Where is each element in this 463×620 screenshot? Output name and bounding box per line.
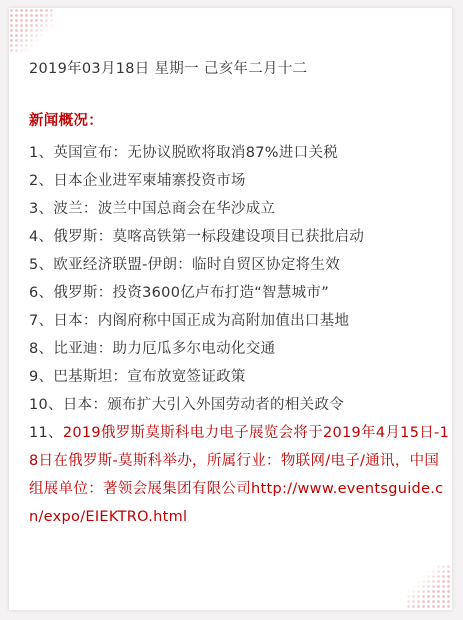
news-heading: 新闻概况： <box>29 113 103 129</box>
news-list <box>29 139 451 531</box>
article-card <box>9 8 452 610</box>
news-item: 2、日本企业进军柬埔寨投资市场 <box>29 173 246 189</box>
news-item-number: 11、 <box>29 425 63 441</box>
news-item-highlight <box>29 419 451 531</box>
news-item-highlight-text: 2019俄罗斯莫斯科电力电子展览会将于2019年4月15日-18日在俄罗斯-莫斯科举办，所属行业：物联网/电子/通讯，中国组展单位：著领会展集团有限公司http://www.eventsguide.cn/expo/EIEKTRO.html <box>29 425 450 525</box>
news-item: 6、俄罗斯：投资3600亿卢布打造“智慧城市” <box>29 285 330 301</box>
corner-dot-pattern <box>406 564 452 610</box>
news-item: 9、巴基斯坦：宣布放宽签证政策 <box>29 369 246 385</box>
news-item: 8、比亚迪：助力厄瓜多尔电动化交通 <box>29 341 276 357</box>
news-item: 5、欧亚经济联盟-伊朗：临时自贸区协定将生效 <box>29 257 341 273</box>
news-item: 10、日本：颁布扩大引入外国劳动者的相关政令 <box>29 397 345 413</box>
news-item: 3、波兰：波兰中国总商会在华沙成立 <box>29 201 276 217</box>
news-item: 4、俄罗斯：莫喀高铁第一标段建设项目已获批启动 <box>29 229 365 245</box>
date-line: 2019年03月18日 星期一 己亥年二月十二 <box>29 61 308 77</box>
corner-dot-pattern <box>9 8 55 54</box>
news-item: 1、英国宣布：无协议脱欧将取消87%进口关税 <box>29 145 339 161</box>
news-item: 7、日本：内阁府称中国正成为高附加值出口基地 <box>29 313 350 329</box>
article-content <box>29 55 451 531</box>
